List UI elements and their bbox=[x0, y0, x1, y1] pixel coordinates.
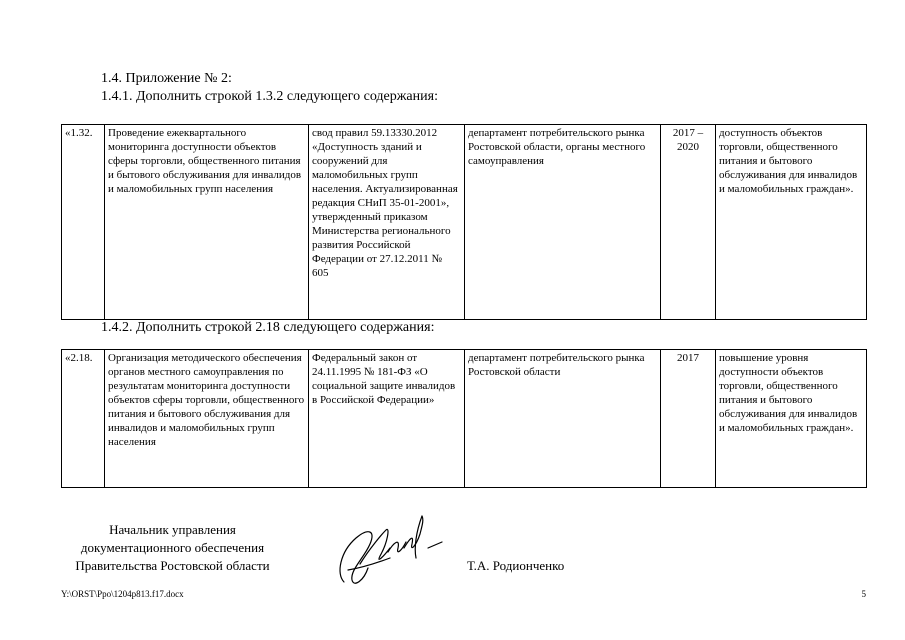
table-row bbox=[62, 125, 867, 320]
signatory-title-line: Правительства Ростовской области bbox=[75, 558, 270, 573]
row-number: «2.18. bbox=[62, 350, 105, 488]
file-path: Y:\ORST\Ppo\1204p813.f17.docx bbox=[61, 589, 184, 599]
signatory-title bbox=[60, 521, 285, 575]
subsection-heading-1: 1.4.1. Дополнить строкой 1.3.2 следующего содержания: bbox=[101, 89, 438, 104]
table-row-2-18 bbox=[61, 349, 867, 488]
period-cell: 2017 bbox=[661, 350, 716, 488]
result-cell: повышение уровня доступности объектов торговли, общественного питания и бытового обслуживания для инвалидов и маломобильных граждан». bbox=[716, 350, 867, 488]
signatory-title-line: Начальник управления bbox=[109, 522, 236, 537]
measure-cell: Проведение ежеквартального мониторинга доступности объектов сферы торговли, общественного питания и бытового обслуживания для инвалидов и маломобильных групп населения bbox=[105, 125, 309, 320]
page-number: 5 bbox=[861, 589, 866, 599]
signatory-name: Т.А. Родионченко bbox=[467, 558, 565, 573]
legal-basis-cell: свод правил 59.13330.2012 «Доступность зданий и сооружений для маломобильных групп населения. Актуализированная редакция СНиП 35-01-2001», утвержденный приказом Министерства регионального развития Российской Федерации от 27.12.2011 № 605 bbox=[309, 125, 465, 320]
handwritten-signature bbox=[330, 508, 445, 590]
subsection-heading-2: 1.4.2. Дополнить строкой 2.18 следующего содержания: bbox=[101, 320, 435, 335]
section-heading: 1.4. Приложение № 2: bbox=[101, 71, 232, 86]
row-number: «1.32. bbox=[62, 125, 105, 320]
period-cell: 2017 – 2020 bbox=[661, 125, 716, 320]
signatory-title-line: документационного обеспечения bbox=[80, 540, 265, 555]
table-row bbox=[62, 350, 867, 488]
executor-cell: департамент потребительского рынка Ростовской области, органы местного самоуправления bbox=[465, 125, 661, 320]
result-cell: доступность объектов торговли, общественного питания и бытового обслуживания для инвалидов и маломобильных граждан». bbox=[716, 125, 867, 320]
legal-basis-cell: Федеральный закон от 24.11.1995 № 181-ФЗ «О социальной защите инвалидов в Российской Федерации» bbox=[309, 350, 465, 488]
executor-cell: департамент потребительского рынка Ростовской области bbox=[465, 350, 661, 488]
measure-cell: Организация методического обеспечения органов местного самоуправления по результатам мониторинга доступности объектов сферы торговли, общественного питания и бытового обслуживания для инвалидов и маломобильных групп населения bbox=[105, 350, 309, 488]
table-row-1-32 bbox=[61, 124, 867, 320]
